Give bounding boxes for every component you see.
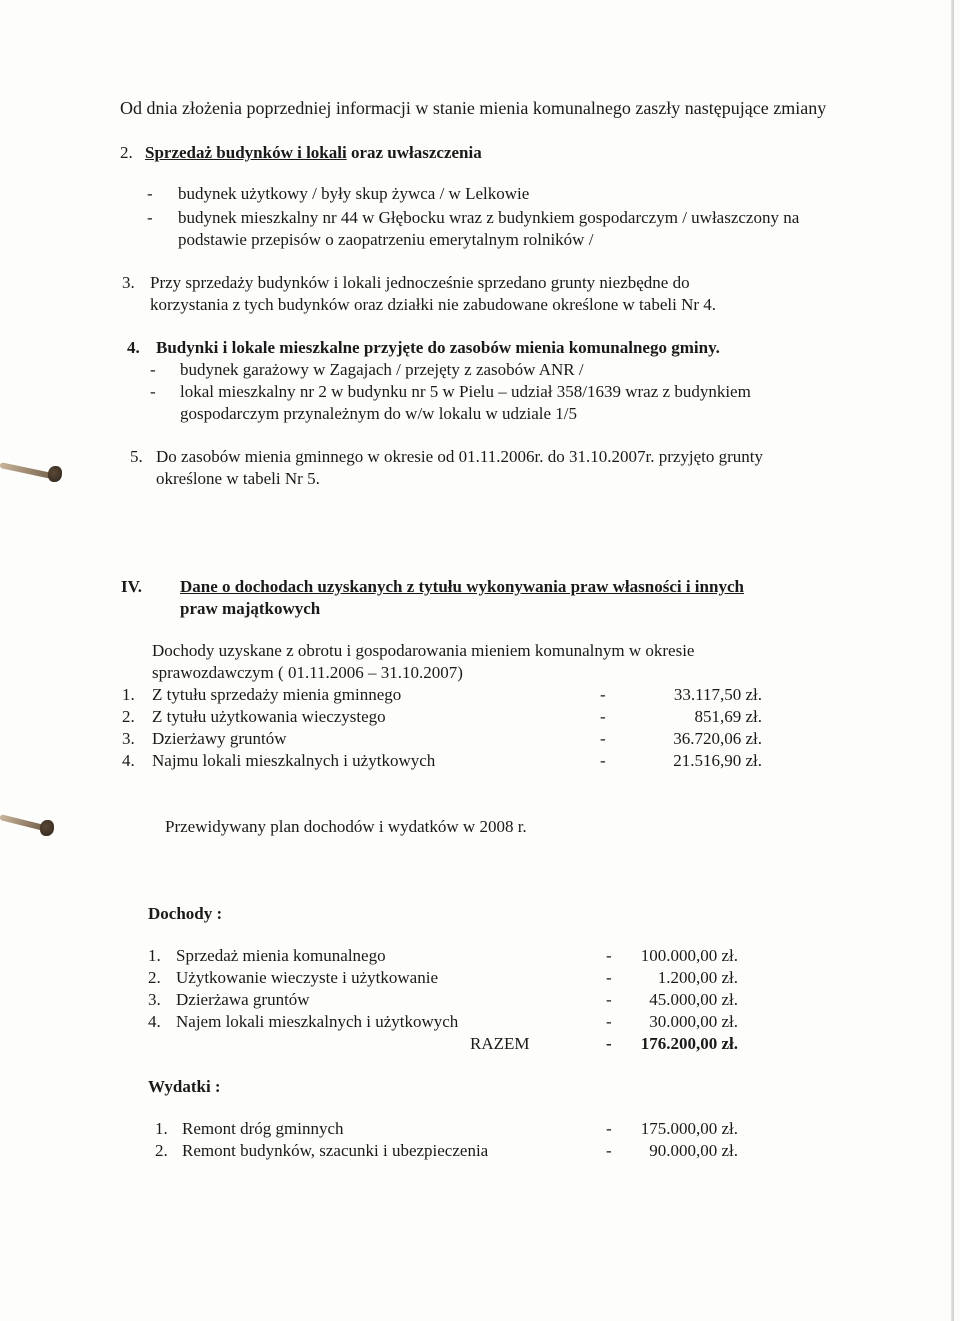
income-row-2-number: 2. (122, 707, 135, 726)
income-row-4-number: 4. (122, 751, 135, 770)
income-row-4-dash: - (600, 751, 606, 770)
section-iv-heading-line-1: Dane o dochodach uzyskanych z tytułu wykonywania praw własności i innych (180, 577, 744, 596)
revenue-row-3-value: 45.000,00 zł. (649, 990, 738, 1009)
revenue-row-4-value: 30.000,00 zł. (649, 1012, 738, 1031)
revenue-row-2-value: 1.200,00 zł. (657, 968, 738, 987)
revenue-row-4-label: Najem lokali mieszkalnych i użytkowych (176, 1012, 459, 1031)
section-3-line-2: korzystania z tych budynków oraz działki nie zabudowane określone w tabeli Nr 4. (150, 295, 717, 314)
list-dash: - (147, 184, 153, 203)
section-4-item-1: budynek garażowy w Zagajach / przejęty z zasobów ANR / (180, 360, 584, 379)
income-row-1-dash: - (600, 685, 606, 704)
list-dash: - (150, 360, 156, 379)
revenue-row-3-dash: - (606, 990, 612, 1009)
plan-title: Przewidywany plan dochodów i wydatków w 2008 r. (165, 817, 527, 836)
income-row-1-value: 33.117,50 zł. (673, 685, 762, 704)
section-5-number: 5. (130, 447, 143, 466)
revenue-row-4-number: 4. (148, 1012, 161, 1031)
revenue-row-3-number: 3. (148, 990, 161, 1009)
section-3-line-1: Przy sprzedaży budynków i lokali jednocześnie sprzedano grunty niezbędne do (150, 273, 690, 292)
expenses-heading: Wydatki : (148, 1077, 221, 1096)
section-4-item-2-line-1: lokal mieszkalny nr 2 w budynku nr 5 w Pielu – udział 358/1639 wraz z budynkiem (180, 382, 751, 401)
revenue-total-dash: - (606, 1034, 612, 1053)
section-2-item-2-line-1: budynek mieszkalny nr 44 w Głębocku wraz z budynkiem gospodarczym / uwłaszczony na (178, 208, 800, 227)
section-2-number: 2. (120, 143, 133, 162)
revenue-row-2-dash: - (606, 968, 612, 987)
section-iv-number: IV. (121, 577, 142, 596)
section-2-item-2-line-2: podstawie przepisów o zaopatrzeniu emerytalnym rolników / (178, 230, 594, 249)
list-dash: - (150, 382, 156, 401)
section-5-line-2: określone w tabeli Nr 5. (156, 469, 320, 488)
section-4-heading: Budynki i lokale mieszkalne przyjęte do zasobów mienia komunalnego gminy. (156, 338, 720, 357)
income-row-3-value: 36.720,06 zł. (673, 729, 762, 748)
expenses-row-1-dash: - (606, 1119, 612, 1138)
revenue-row-1-dash: - (606, 946, 612, 965)
section-5-line-1: Do zasobów mienia gminnego w okresie od 01.11.2006r. do 31.10.2007r. przyjęto grunty (156, 447, 764, 466)
expenses-row-2-dash: - (606, 1141, 612, 1160)
section-iv-heading-line-2: praw majątkowych (180, 599, 321, 618)
revenue-row-1-value: 100.000,00 zł. (640, 946, 738, 965)
section-2-heading (145, 142, 482, 164)
revenue-row-2-label: Użytkowanie wieczyste i użytkowanie (176, 968, 438, 987)
section-iv-intro-line-1: Dochody uzyskane z obrotu i gospodarowania mieniem komunalnym w okresie (152, 641, 695, 660)
revenue-row-3-label: Dzierżawa gruntów (176, 990, 310, 1009)
expenses-row-2-number: 2. (155, 1141, 168, 1160)
section-2-heading-rest: oraz uwłaszczenia (346, 143, 482, 162)
revenue-heading: Dochody : (148, 904, 223, 923)
section-3-number: 3. (122, 273, 135, 292)
income-row-3-dash: - (600, 729, 606, 748)
section-4-item-2-line-2: gospodarczym przynależnym do w/w lokalu w udziale 1/5 (180, 404, 578, 423)
expenses-row-1-label: Remont dróg gminnych (182, 1119, 344, 1138)
section-iv-intro-line-2: sprawozdawczym ( 01.11.2006 – 31.10.2007) (152, 663, 463, 682)
income-row-4-value: 21.516,90 zł. (673, 751, 762, 770)
revenue-row-2-number: 2. (148, 968, 161, 987)
expenses-row-1-number: 1. (155, 1119, 168, 1138)
expenses-row-2-value: 90.000,00 zł. (649, 1141, 738, 1160)
income-row-2-label: Z tytułu użytkowania wieczystego (152, 707, 386, 726)
list-dash: - (147, 208, 153, 227)
section-4-number: 4. (127, 338, 140, 357)
expenses-row-2-label: Remont budynków, szacunki i ubezpieczenia (182, 1141, 489, 1160)
income-row-1-number: 1. (122, 685, 135, 704)
section-2-item-1: budynek użytkowy / były skup żywca / w Lelkowie (178, 184, 530, 203)
revenue-total-label: RAZEM (470, 1034, 530, 1053)
page-edge-shadow (951, 0, 954, 1321)
revenue-total-value: 176.200,00 zł. (640, 1034, 738, 1053)
expenses-row-1-value: 175.000,00 zł. (640, 1119, 738, 1138)
income-row-3-label: Dzierżawy gruntów (152, 729, 287, 748)
intro-text: Od dnia złożenia poprzedniej informacji w stanie mienia komunalnego zaszły następujące zmiany (120, 98, 827, 118)
income-row-4-label: Najmu lokali mieszkalnych i użytkowych (152, 751, 436, 770)
income-row-2-value: 851,69 zł. (694, 707, 762, 726)
income-row-1-label: Z tytułu sprzedaży mienia gminnego (152, 685, 402, 704)
revenue-row-1-label: Sprzedaż mienia komunalnego (176, 946, 386, 965)
binding-knot-top (48, 466, 62, 482)
income-row-3-number: 3. (122, 729, 135, 748)
revenue-row-1-number: 1. (148, 946, 161, 965)
binding-knot-bottom (40, 820, 54, 836)
revenue-row-4-dash: - (606, 1012, 612, 1031)
income-row-2-dash: - (600, 707, 606, 726)
section-2-heading-underlined: Sprzedaż budynków i lokali (145, 143, 347, 162)
